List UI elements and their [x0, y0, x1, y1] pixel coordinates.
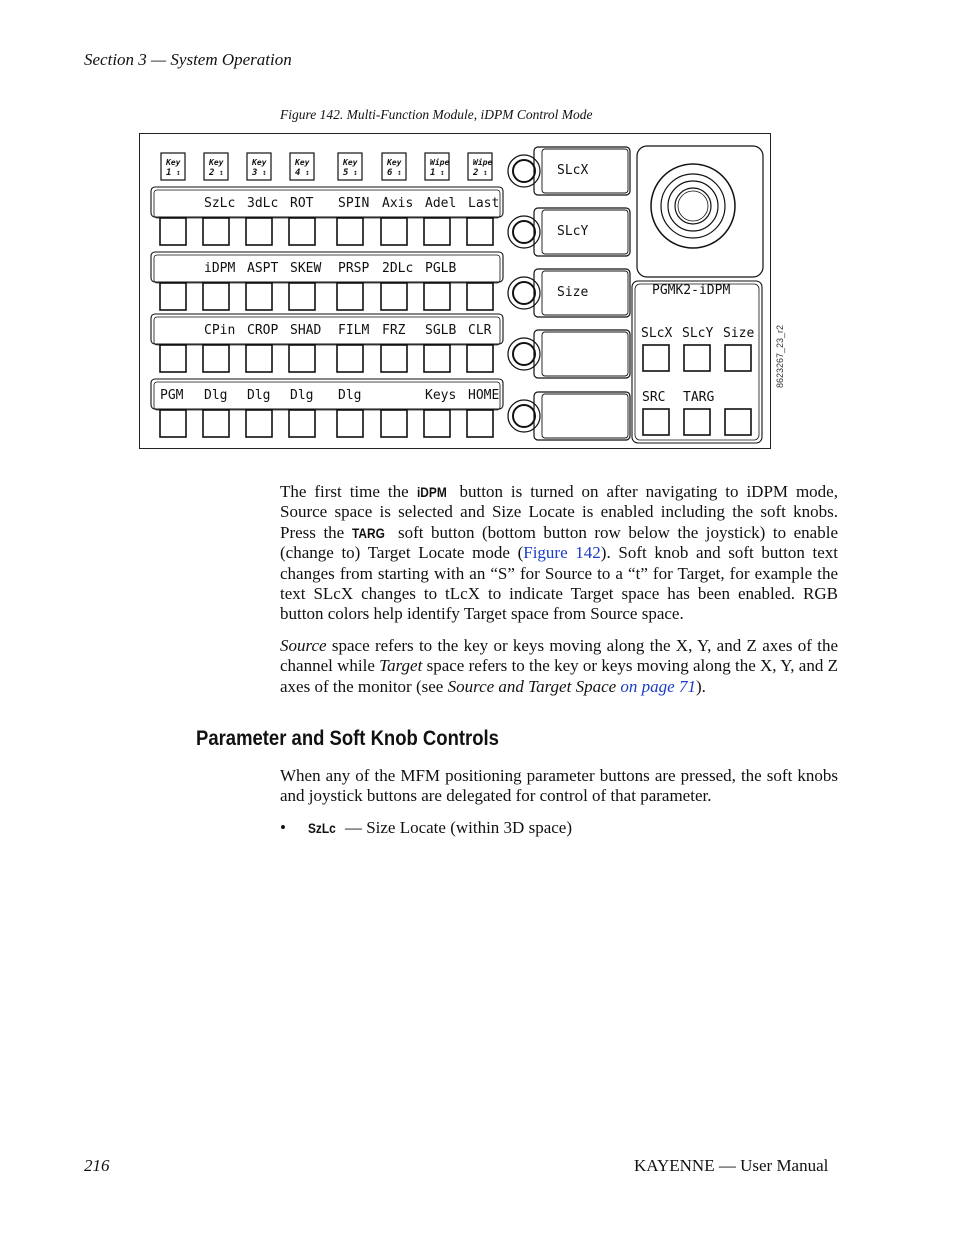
- top-button-arrow: ↕: [305, 168, 310, 177]
- param-button[interactable]: [289, 218, 315, 245]
- top-button-num: 2: [209, 168, 215, 178]
- param-button[interactable]: [160, 218, 186, 245]
- param-button[interactable]: [246, 410, 272, 437]
- pgm-bottom-button[interactable]: [643, 409, 669, 435]
- row-label-dlg: Dlg: [204, 388, 228, 403]
- top-button-word: Key: [209, 158, 224, 167]
- top-button-arrow: ↕: [397, 168, 402, 177]
- section-heading: Parameter and Soft Knob Controls: [196, 727, 499, 750]
- idpm-term: iDPM: [416, 484, 447, 500]
- top-button-word: Key: [252, 158, 267, 167]
- row-label-home: HOME: [468, 388, 500, 403]
- soft-knob-cap: [513, 282, 535, 304]
- param-button[interactable]: [381, 218, 407, 245]
- source-target-ref: Source and Target Space: [447, 676, 617, 696]
- row-label-keys: Keys: [425, 388, 457, 403]
- knob-label-slcy: SLcY: [557, 224, 589, 239]
- param-button[interactable]: [246, 218, 272, 245]
- row-label-pgm: PGM: [160, 388, 184, 403]
- row-label-aspt: ASPT: [247, 261, 279, 276]
- p1-text-4: ). Soft knob and soft button text changes from starting with an “S” for Source to a “t” for Target, for example the text SLcX changes to tLcX to indicate Target space has been enabled. RGB button colors help identify Target space from Source space.: [280, 543, 839, 624]
- param-button[interactable]: [337, 218, 363, 245]
- param-button[interactable]: [160, 283, 186, 310]
- top-button-num: 6: [387, 168, 393, 178]
- param-button[interactable]: [337, 345, 363, 372]
- row-label-film: FILM: [338, 323, 370, 338]
- param-button[interactable]: [467, 345, 493, 372]
- row-label-rot: ROT: [290, 196, 314, 211]
- param-button[interactable]: [289, 410, 315, 437]
- param-button[interactable]: [160, 410, 186, 437]
- param-button[interactable]: [467, 283, 493, 310]
- top-button-word: Wipe: [473, 158, 493, 167]
- joystick-frame: [637, 146, 763, 277]
- row-label-idpm: iDPM: [204, 261, 236, 276]
- knob-label-slcx: SLcX: [557, 163, 589, 178]
- param-button[interactable]: [203, 345, 229, 372]
- p1-text-2: button is turned on after navigating to iDPM mode, Source space is selected and Size Locate is enabled including the soft knobs. Press the: [280, 482, 838, 542]
- top-button-word: Key: [166, 158, 181, 167]
- row-label-prsp: PRSP: [338, 261, 370, 276]
- row-label-cpin: CPin: [204, 323, 236, 338]
- figure-id-label: 8623267_23_r2: [775, 324, 785, 388]
- param-button[interactable]: [467, 410, 493, 437]
- param-button[interactable]: [203, 218, 229, 245]
- top-button-word: Wipe: [430, 158, 450, 167]
- p2-text-3: ).: [695, 676, 706, 696]
- row-label-dlg: Dlg: [247, 388, 271, 403]
- source-term: Source: [280, 636, 327, 655]
- joystick-ring: [678, 191, 708, 221]
- top-button-arrow: ↕: [483, 168, 488, 177]
- row-label-shad: SHAD: [290, 323, 322, 338]
- pgm-bottom-label-targ: TARG: [683, 390, 715, 405]
- bullet-mark: •: [280, 818, 286, 837]
- top-button-num: 4: [295, 168, 301, 178]
- manual-title: KAYENNE — User Manual: [634, 1156, 829, 1175]
- joystick-ring: [661, 174, 725, 238]
- soft-knob-cap: [513, 405, 535, 427]
- top-button-arrow: ↕: [176, 168, 181, 177]
- pgm-top-label-size: Size: [723, 326, 755, 341]
- top-button-arrow: ↕: [440, 168, 445, 177]
- mfm-panel-drawing: [140, 134, 772, 450]
- row-label-crop: CROP: [247, 323, 279, 338]
- section-header: Section 3 — System Operation: [84, 50, 292, 69]
- row-label-adel: Adel: [425, 196, 457, 211]
- knob-label-size: Size: [557, 285, 589, 300]
- knob-display-inner: [542, 332, 628, 376]
- top-button-word: Key: [343, 158, 358, 167]
- soft-knob-cap: [513, 343, 535, 365]
- param-button[interactable]: [424, 218, 450, 245]
- paragraph-1: [280, 482, 838, 625]
- row-label-last: Last: [468, 196, 500, 211]
- page-number: 216: [84, 1156, 110, 1175]
- target-term: Target: [379, 656, 423, 676]
- bullet-text: — Size Locate (within 3D space): [340, 818, 572, 837]
- param-button[interactable]: [289, 283, 315, 310]
- joystick-icon[interactable]: [651, 164, 735, 248]
- row-label-sglb: SGLB: [425, 323, 457, 338]
- pgm-top-button[interactable]: [684, 345, 710, 371]
- top-button-num: 5: [343, 168, 349, 178]
- top-button-arrow: ↕: [219, 168, 224, 177]
- p2-text-2: space refers to the key or keys moving along the X, Y, and Z axes of the monitor (see: [280, 656, 838, 696]
- row-label-szlc: SzLc: [204, 196, 236, 211]
- row-label-skew: SKEW: [290, 261, 322, 276]
- param-button[interactable]: [337, 410, 363, 437]
- param-button[interactable]: [289, 345, 315, 372]
- param-button[interactable]: [246, 283, 272, 310]
- row-label-dlg: Dlg: [338, 388, 362, 403]
- pgm-top-button[interactable]: [643, 345, 669, 371]
- bullet-item: [280, 818, 572, 838]
- knob-display-frame: [534, 392, 630, 440]
- knob-display-frame: [534, 330, 630, 378]
- top-button-num: 3: [252, 168, 258, 178]
- joystick-ring: [675, 188, 711, 224]
- mfm-panel-figure: [139, 133, 771, 449]
- pgm-box-inner: [635, 284, 759, 440]
- page-71-link[interactable]: on page 71: [620, 676, 696, 696]
- pgm-top-label-slcy: SLcY: [682, 326, 714, 341]
- knob-display-inner: [542, 394, 628, 438]
- param-button[interactable]: [381, 283, 407, 310]
- pgm-top-label-slcx: SLcX: [641, 326, 673, 341]
- targ-term: TARG: [351, 524, 385, 541]
- p1-text-3: soft button (bottom button row below the joystick) to enable (change to) Target Locate mode (: [280, 522, 838, 563]
- p2-text-1: space refers to the key or keys moving along the X, Y, and Z axes of the channel while: [280, 636, 838, 676]
- top-button-arrow: ↕: [262, 168, 267, 177]
- row-label-axis: Axis: [382, 196, 414, 211]
- param-button[interactable]: [246, 345, 272, 372]
- param-button[interactable]: [203, 283, 229, 310]
- row-label-2dlc: 2DLc: [382, 261, 414, 276]
- soft-knob-cap: [513, 221, 535, 243]
- szlc-term: SzLc: [308, 820, 336, 836]
- top-button-word: Key: [387, 158, 402, 167]
- param-button[interactable]: [203, 410, 229, 437]
- param-button[interactable]: [160, 345, 186, 372]
- param-button[interactable]: [467, 218, 493, 245]
- param-button[interactable]: [381, 345, 407, 372]
- figure-142-link[interactable]: Figure 142: [523, 543, 601, 563]
- pgm-bottom-button[interactable]: [684, 409, 710, 435]
- pgm-top-button[interactable]: [725, 345, 751, 371]
- row-label-dlg: Dlg: [290, 388, 314, 403]
- row-label-pglb: PGLB: [425, 261, 457, 276]
- top-button-num: 1: [430, 168, 436, 178]
- row-label-3dlc: 3dLc: [247, 196, 279, 211]
- pgm-bottom-button[interactable]: [725, 409, 751, 435]
- top-button-word: Key: [295, 158, 310, 167]
- p3-text: When any of the MFM positioning parameter buttons are pressed, the soft knobs and joystick buttons are delegated for control of that parameter.: [280, 766, 838, 806]
- param-button[interactable]: [381, 410, 407, 437]
- param-button[interactable]: [337, 283, 363, 310]
- param-button[interactable]: [424, 345, 450, 372]
- pgm-box-frame: [632, 281, 762, 443]
- row-label-frz: FRZ: [382, 323, 406, 338]
- p1-text-1: The first time the: [280, 482, 417, 501]
- top-button-num: 2: [473, 168, 479, 178]
- top-button-num: 1: [166, 168, 172, 178]
- paragraph-3: [280, 766, 838, 807]
- param-button[interactable]: [424, 410, 450, 437]
- row-label-spin: SPIN: [338, 196, 370, 211]
- pgm-box-title: PGMK2-iDPM: [652, 283, 731, 298]
- figure-caption: Figure 142. Multi-Function Module, iDPM Control Mode: [280, 107, 593, 122]
- soft-knob-cap: [513, 160, 535, 182]
- param-button[interactable]: [424, 283, 450, 310]
- top-button-arrow: ↕: [353, 168, 358, 177]
- paragraph-2: [280, 636, 838, 697]
- row-label-clr: CLR: [468, 323, 492, 338]
- pgm-bottom-label-src: SRC: [642, 390, 666, 405]
